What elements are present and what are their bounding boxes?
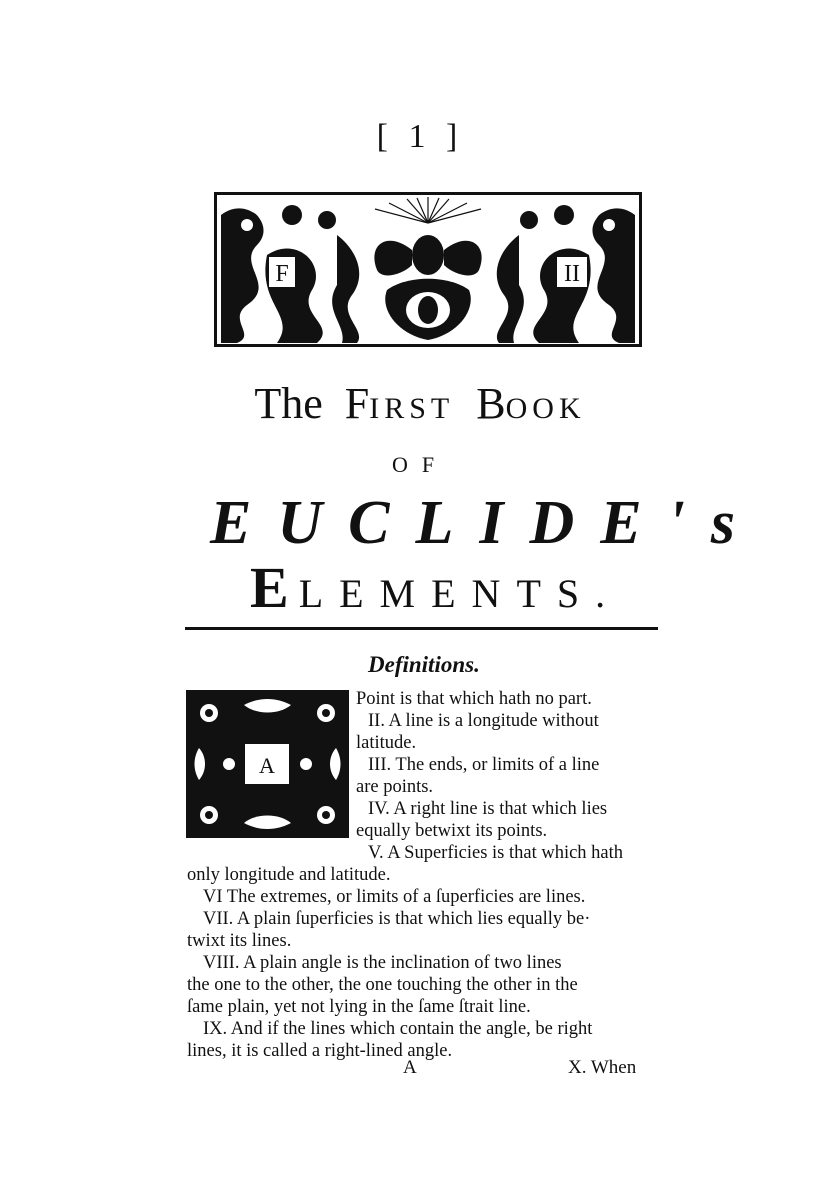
- initial-letter: A: [259, 753, 275, 778]
- signature-mark: A: [403, 1057, 417, 1078]
- text-line: are points.: [356, 777, 434, 797]
- text-line: VI The extremes, or limits of a ſuperficies are lines.: [203, 887, 586, 907]
- title-line-of: OF: [391, 452, 449, 477]
- title-line-first-book: The FIRST BOOK: [254, 379, 586, 428]
- section-heading: Definitions.: [368, 652, 480, 677]
- text-line: only longitude and latitude.: [187, 865, 391, 885]
- text-line: lines, it is called a right-lined angle.: [187, 1041, 453, 1061]
- title-line-elements: ELEMENTS.: [250, 555, 622, 620]
- headpiece-ornament: [214, 192, 642, 347]
- section-rule: [185, 627, 658, 630]
- headpiece-letter-left: F: [275, 261, 289, 287]
- text-line: IX. And if the lines which contain the angle, be right: [203, 1019, 593, 1039]
- title-line-euclide: EUCLIDE's: [210, 489, 761, 557]
- page-number: [ 1 ]: [376, 118, 464, 155]
- text-line: Point is that which hath no part.: [356, 689, 592, 709]
- text-line: III. The ends, or limits of a line: [368, 755, 600, 775]
- text-line: VIII. A plain angle is the inclination of two lines: [203, 953, 562, 973]
- text-line: II. A line is a longitude without: [368, 711, 599, 731]
- text-line: V. A Superficies is that which hath: [368, 843, 624, 863]
- decorated-initial: [186, 690, 349, 838]
- text-line: equally betwixt its points.: [356, 821, 548, 841]
- text-line: IV. A right line is that which lies: [368, 799, 608, 819]
- text-line: twixt its lines.: [187, 931, 292, 951]
- text-line: the one to the other, the one touching the other in the: [187, 975, 578, 995]
- catchword: X. When: [568, 1057, 637, 1078]
- headpiece-letter-right: II: [564, 261, 580, 287]
- text-line: latitude.: [356, 733, 417, 753]
- text-line: VII. A plain ſuperficies is that which lies equally be·: [203, 909, 591, 929]
- text-line: ſame plain, yet not lying in the ſame ſtrait line.: [187, 997, 531, 1017]
